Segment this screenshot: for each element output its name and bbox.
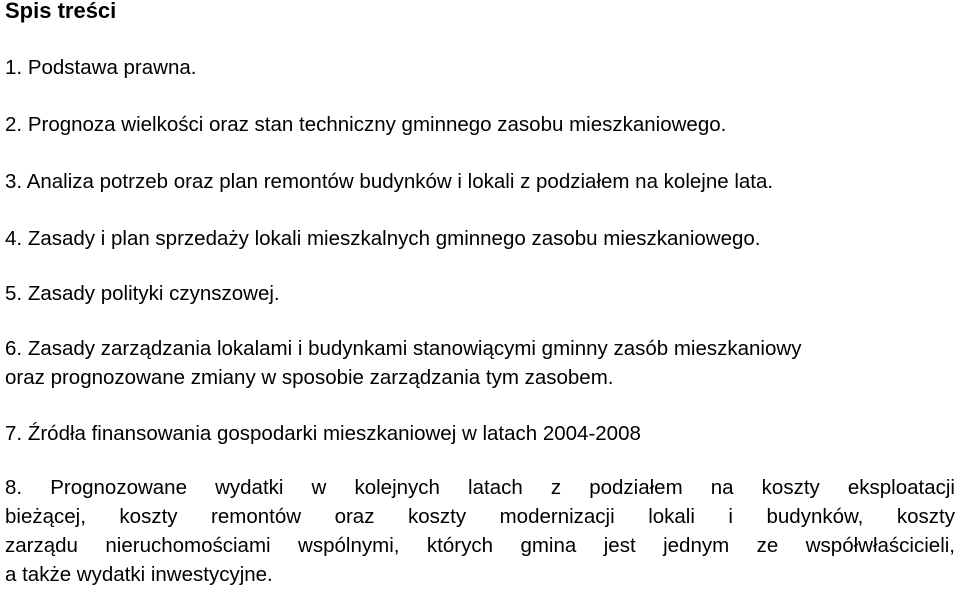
- toc-item-number: 1.: [5, 56, 23, 79]
- toc-item-8: [5, 473, 955, 589]
- toc-item-4: [5, 224, 761, 253]
- toc-item-text: Podstawa prawna.: [27, 56, 197, 79]
- toc-item-number: 4.: [5, 227, 23, 250]
- toc-item-text: Prognozowane wydatki w kolejnych latach z podziałem na koszty eksploatacji: [50, 476, 955, 499]
- toc-item-1: [5, 53, 196, 82]
- toc-item-number: 5.: [5, 282, 23, 305]
- toc-item-number: 6.: [5, 337, 23, 360]
- toc-item-number: 7.: [5, 422, 23, 445]
- toc-item-text: Analiza potrzeb oraz plan remontów budynków i lokali z podziałem na kolejne lata.: [26, 170, 774, 193]
- toc-item-line: oraz prognozowane zmiany w sposobie zarządzania tym zasobem.: [5, 366, 614, 389]
- toc-item-line: zarządu nieruchomościami wspólnymi, których gmina jest jednym ze współwłaścicieli,: [5, 534, 955, 557]
- toc-item-text: Zasady polityki czynszowej.: [27, 282, 280, 305]
- toc-item-line: a także wydatki inwestycyjne.: [5, 563, 273, 586]
- toc-item-text: Prognoza wielkości oraz stan techniczny gminnego zasobu mieszkaniowego.: [27, 113, 727, 136]
- toc-item-number: 2.: [5, 113, 23, 136]
- toc-item-number: 8.: [5, 476, 23, 499]
- toc-item-text: Zasady i plan sprzedaży lokali mieszkalnych gminnego zasobu mieszkaniowego.: [27, 227, 761, 250]
- toc-item-line: bieżącej, koszty remontów oraz koszty modernizacji lokali i budynków, koszty: [5, 505, 955, 528]
- toc-item-text: Zasady zarządzania lokalami i budynkami stanowiącymi gminny zasób mieszkaniowy: [27, 337, 802, 360]
- toc-title: Spis treści: [5, 0, 117, 23]
- toc-item-line: [5, 473, 955, 502]
- toc-item-3: [5, 167, 773, 196]
- toc-item-2: [5, 110, 726, 139]
- toc-item-number: 3.: [5, 170, 23, 193]
- toc-item-7: [5, 419, 641, 448]
- toc-item-6: [5, 334, 955, 392]
- toc-item-5: [5, 279, 280, 308]
- toc-item-line: [5, 334, 955, 363]
- toc-item-text: Źródła finansowania gospodarki mieszkaniowej w latach 2004-2008: [27, 422, 641, 445]
